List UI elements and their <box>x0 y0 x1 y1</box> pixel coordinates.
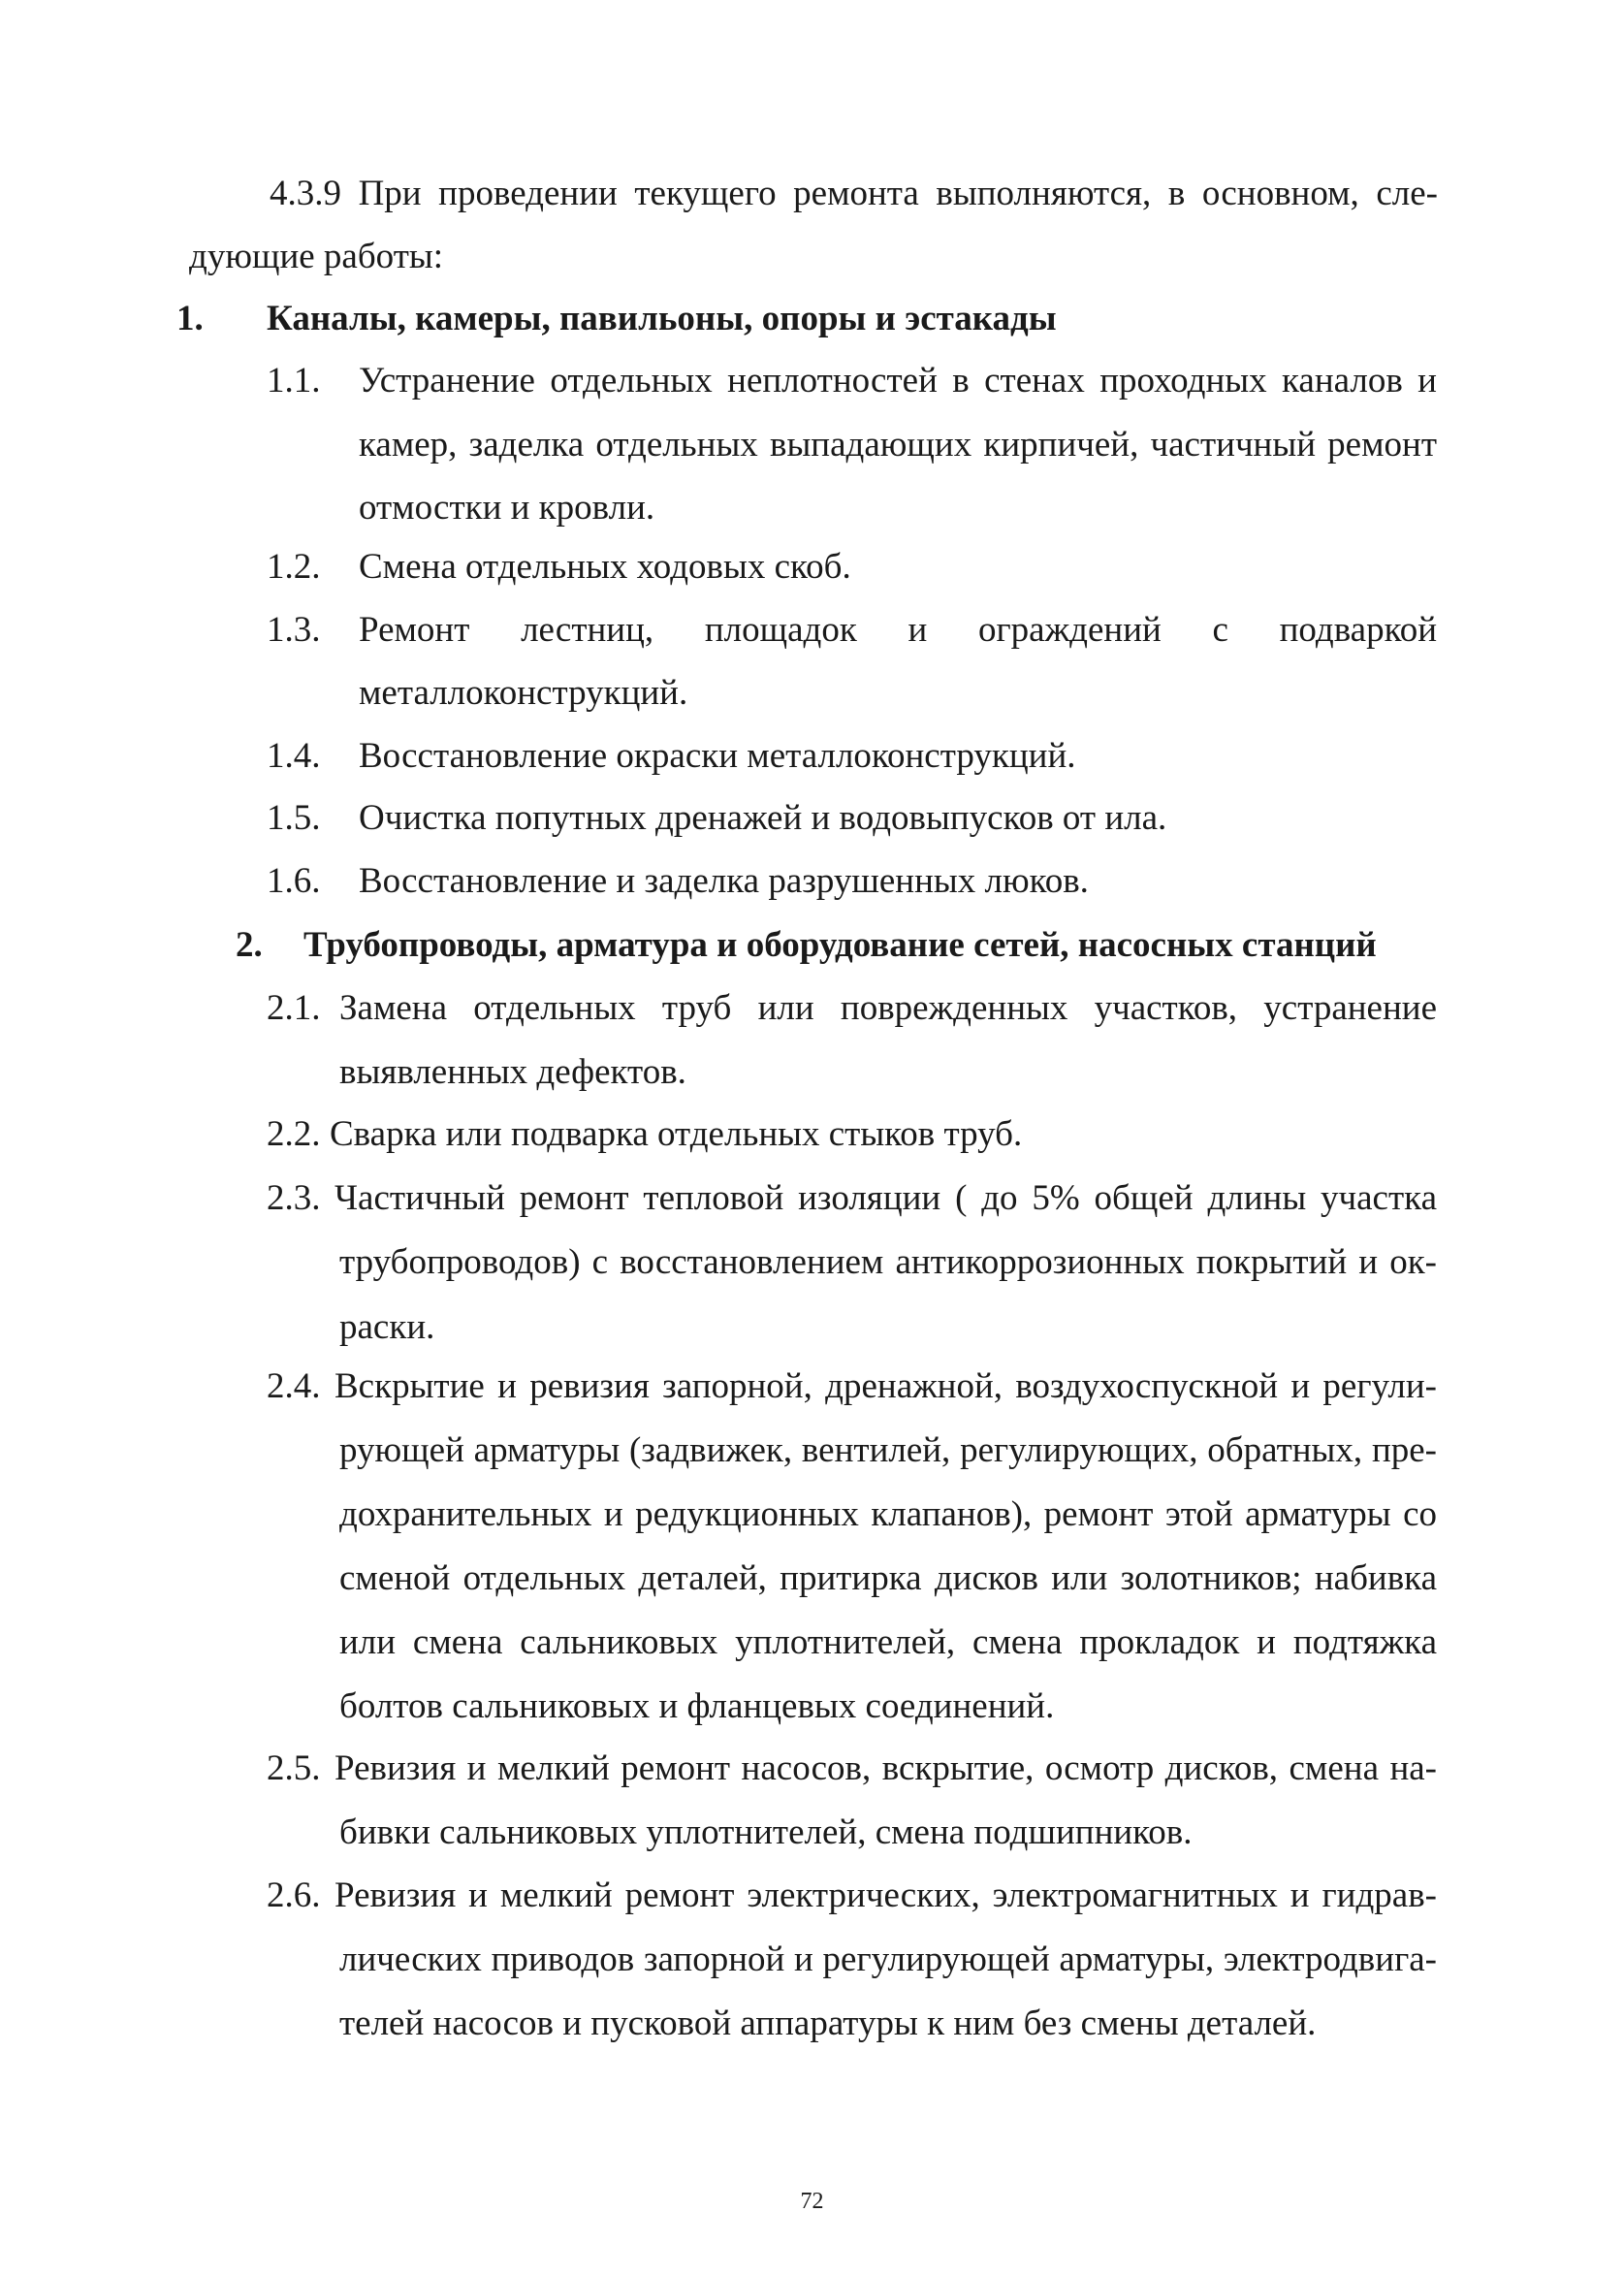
item-number: 2.3. <box>267 1178 321 1218</box>
item-line: телей насосов и пусковой аппаратуры к ним без смены деталей. <box>339 2004 1317 2043</box>
intro-line-1: 4.3.9 При проведении текущего ремонта выполняются, в основном, сле- <box>270 174 1438 213</box>
item-line: Ревизия и мелкий ремонт насосов, вскрытие, осмотр дисков, смена на- <box>334 1748 1437 1788</box>
item-line: Восстановление и заделка разрушенных люков. <box>359 861 1089 901</box>
item-number: 2.2. <box>267 1114 321 1154</box>
item-number: 1.4. <box>267 736 321 776</box>
item-line: Ремонт лестниц, площадок и ограждений с подваркой <box>359 610 1437 650</box>
item-line: трубопроводов) с восстановлением антикоррозионных покрытий и ок- <box>339 1242 1437 1282</box>
item-line: металлоконструкций. <box>359 673 688 713</box>
item-line: дохранительных и редукционных клапанов), ремонт этой арматуры со <box>339 1494 1437 1534</box>
item-line: Очистка попутных дренажей и водовыпусков от ила. <box>359 798 1167 838</box>
item-line: выявленных дефектов. <box>339 1052 686 1092</box>
item-line: камер, заделка отдельных выпадающих кирпичей, частичный ремонт <box>359 425 1437 465</box>
item-line: лических приводов запорной и регулирующей арматуры, электродвига- <box>339 1939 1437 1979</box>
item-number: 1.1. <box>267 361 321 401</box>
item-number: 2.5. <box>267 1748 321 1788</box>
item-line: Замена отдельных труб или поврежденных участков, устранение <box>339 988 1437 1028</box>
item-number: 1.6. <box>267 861 321 901</box>
item-line: бивки сальниковых уплотнителей, смена подшипников. <box>339 1812 1193 1852</box>
item-line: рующей арматуры (задвижек, вентилей, регулирующих, обратных, пре- <box>339 1430 1437 1470</box>
section-1-title: Каналы, камеры, павильоны, опоры и эстакады <box>267 299 1057 338</box>
section-2-title: Трубопроводы, арматура и оборудование сетей, насосных станций <box>303 925 1377 965</box>
item-line: отмостки и кровли. <box>359 488 655 528</box>
item-line: Сварка или подварка отдельных стыков труб. <box>330 1114 1023 1154</box>
item-line: Смена отдельных ходовых скоб. <box>359 547 851 587</box>
item-number: 1.5. <box>267 798 321 838</box>
page-number: 72 <box>800 2189 824 2214</box>
item-number: 1.2. <box>267 547 321 587</box>
item-line: Восстановление окраски металлоконструкций. <box>359 736 1076 776</box>
item-number: 2.6. <box>267 1875 321 1915</box>
item-line: болтов сальниковых и фланцевых соединений. <box>339 1686 1055 1726</box>
intro-line-2: дующие работы: <box>189 237 443 276</box>
item-line: раски. <box>339 1307 435 1347</box>
item-number: 2.1. <box>267 988 321 1028</box>
item-number: 2.4. <box>267 1366 321 1406</box>
item-line: Частичный ремонт тепловой изоляции ( до 5% общей длины участка <box>334 1178 1437 1218</box>
item-line: или смена сальниковых уплотнителей, смена прокладок и подтяжка <box>339 1622 1437 1662</box>
section-1-number: 1. <box>176 299 204 338</box>
item-line: сменой отдельных деталей, притирка дисков или золотников; набивка <box>339 1558 1437 1598</box>
item-line: Вскрытие и ревизия запорной, дренажной, воздухоспускной и регули- <box>334 1366 1437 1406</box>
item-line: Ревизия и мелкий ремонт электрических, электромагнитных и гидрав- <box>334 1875 1437 1915</box>
item-line: Устранение отдельных неплотностей в стенах проходных каналов и <box>359 361 1437 401</box>
item-number: 1.3. <box>267 610 321 650</box>
section-2-number: 2. <box>236 925 263 965</box>
